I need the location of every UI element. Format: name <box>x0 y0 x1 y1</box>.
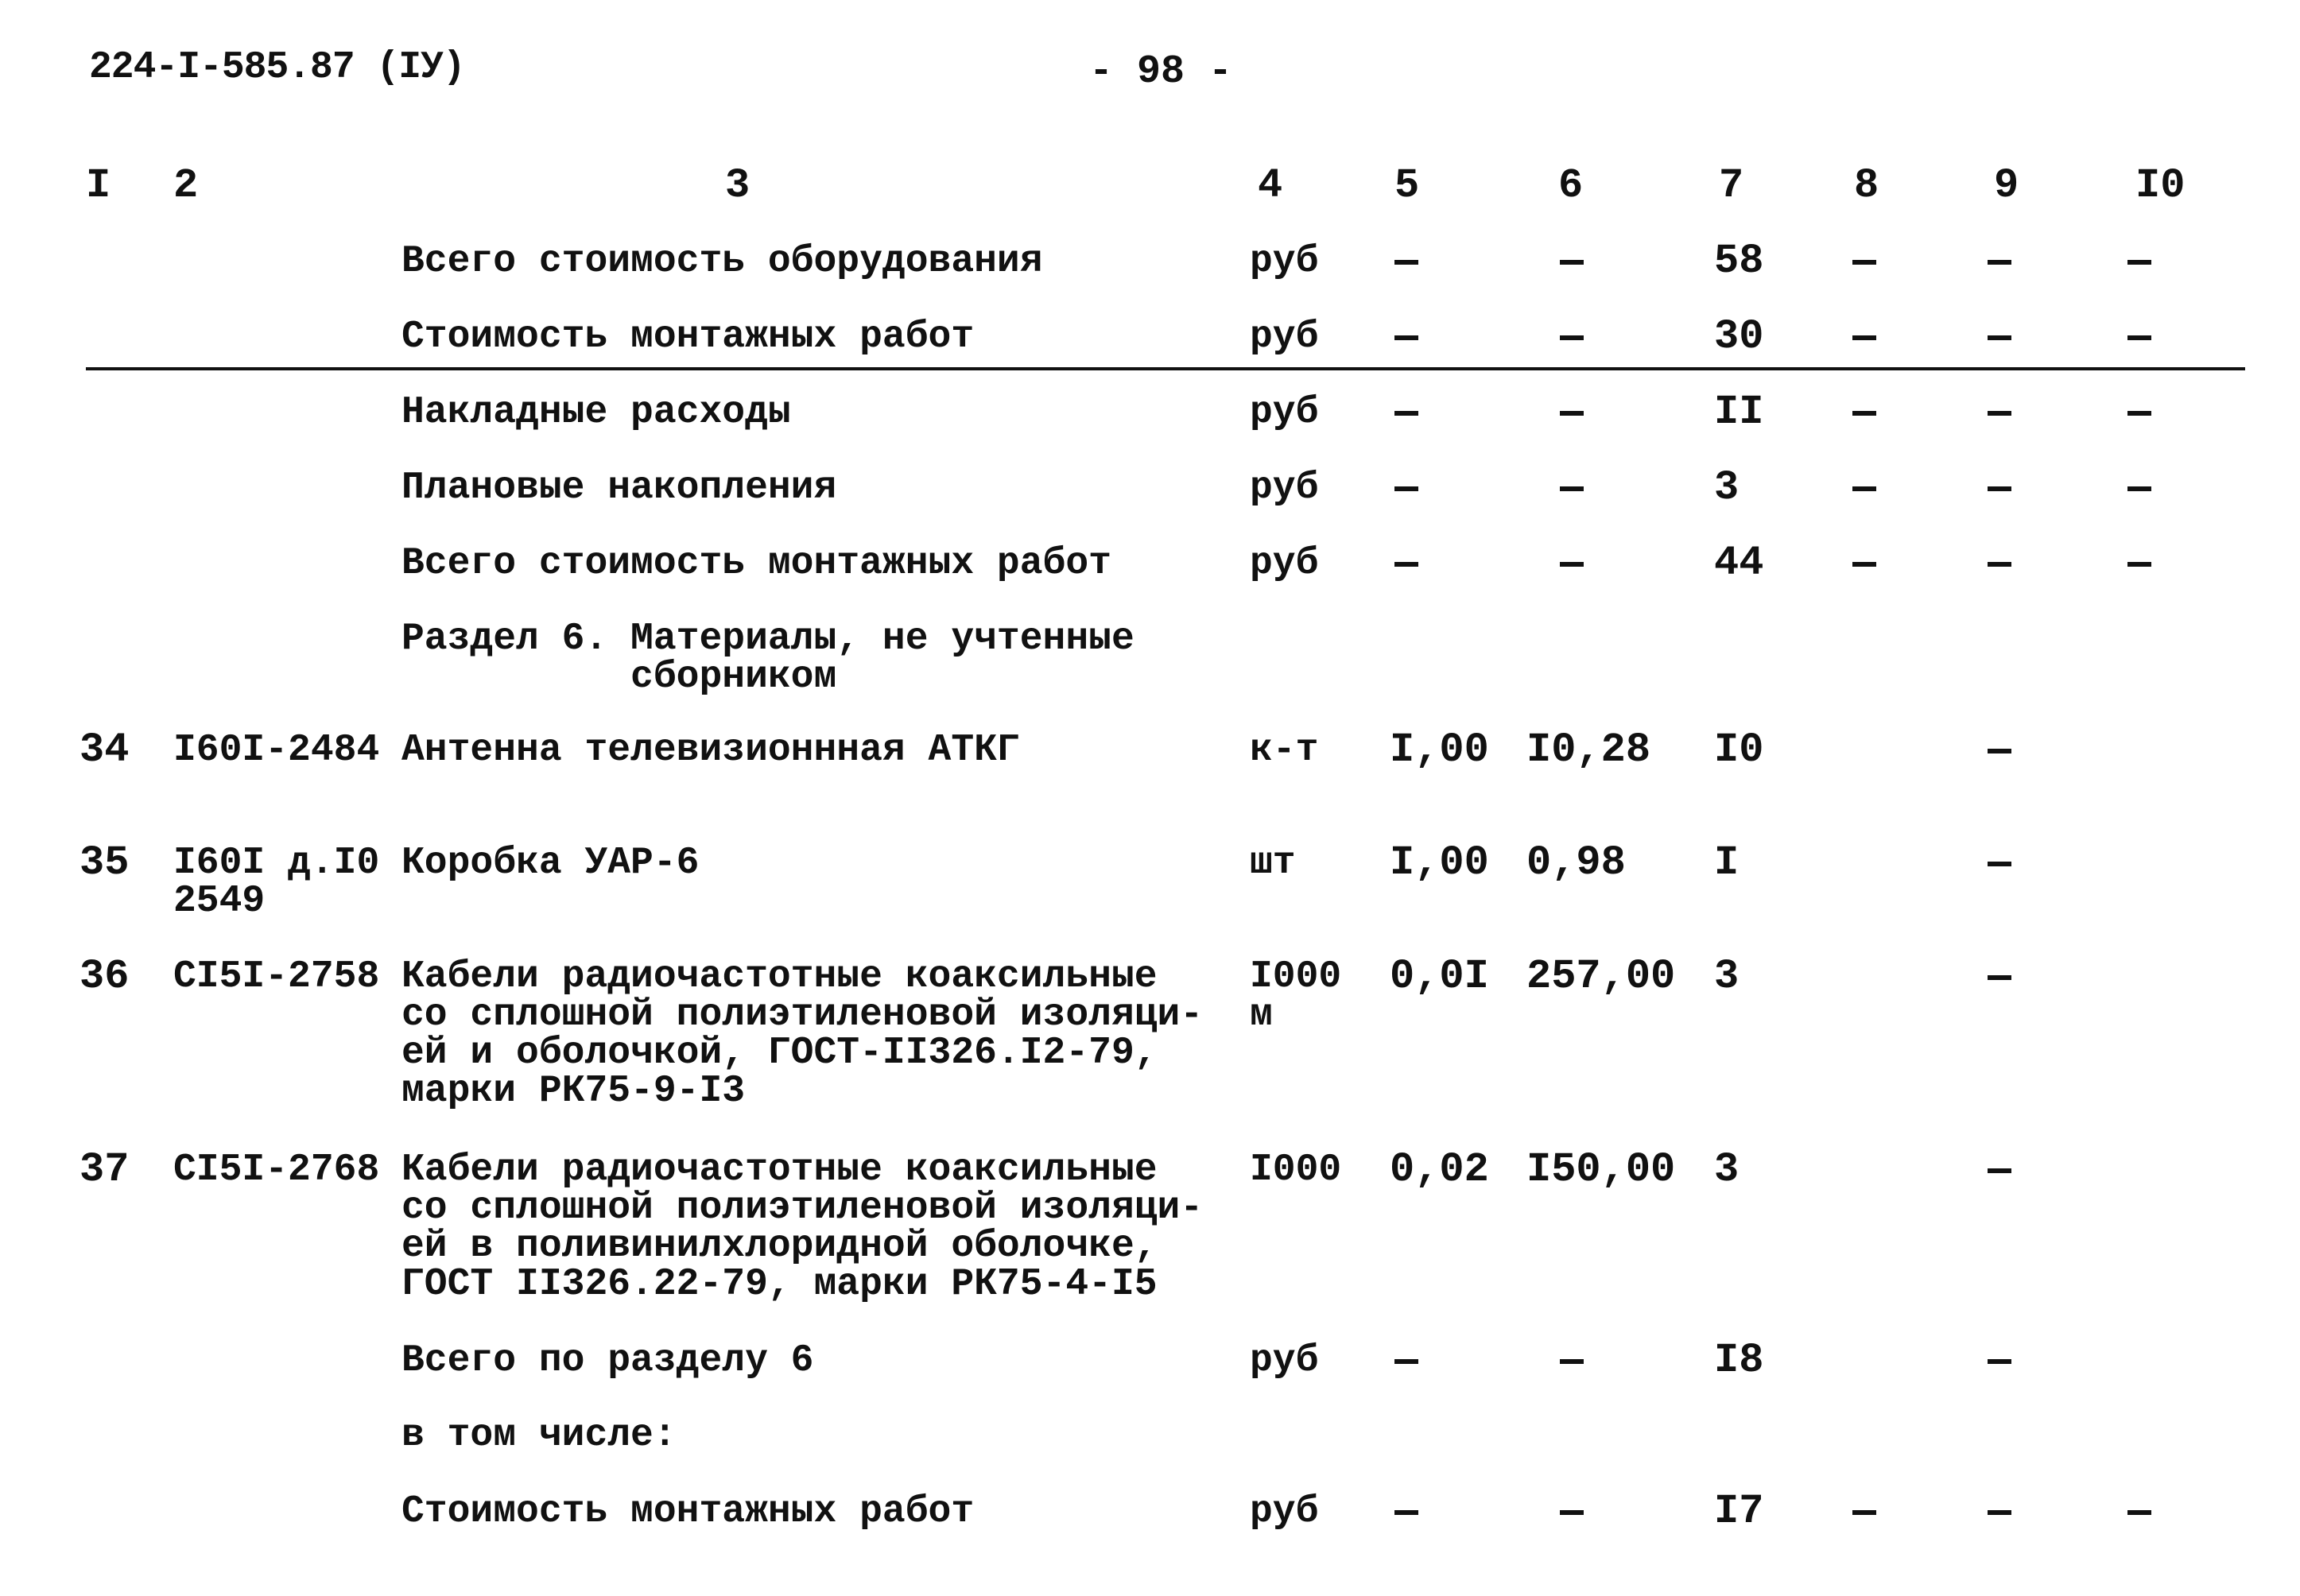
cell-price: 257,00 <box>1526 953 1676 1000</box>
dash-c9 <box>1988 1359 2011 1364</box>
dash-c9 <box>1988 1510 2011 1515</box>
dash-qty <box>1394 260 1418 265</box>
cell-name: Всего по разделу 6 <box>401 1339 814 1382</box>
dash-qty <box>1394 335 1418 340</box>
dash-c9 <box>1988 562 2011 567</box>
cell-qty: I,00 <box>1390 839 1489 886</box>
dash-price <box>1560 1359 1584 1364</box>
page-number: - 98 - <box>1089 49 1233 95</box>
cell-price: 0,98 <box>1526 839 1626 886</box>
cell-name: Стоимость монтажных работ <box>401 316 975 358</box>
cell-qty: I,00 <box>1390 726 1489 773</box>
cell-qty: 0,0I <box>1390 953 1489 1000</box>
cell-total: 3 <box>1714 1146 1740 1193</box>
ditto-mark-c10 <box>2121 1351 2194 1397</box>
cell-unit: руб <box>1250 542 1319 585</box>
ditto-mark-c8 <box>1846 854 1919 900</box>
dash-price <box>1560 562 1584 567</box>
column-header-row <box>0 159 2300 221</box>
header-rule <box>86 367 2245 370</box>
cell-total: 58 <box>1714 238 1764 285</box>
cell-total: II <box>1714 389 1764 436</box>
cell-unit: руб <box>1250 316 1319 358</box>
cell-total: I8 <box>1714 1337 1764 1384</box>
dash-c9 <box>1988 975 2011 980</box>
col-header-5: 5 <box>1394 162 1420 209</box>
dash-c9 <box>1988 862 2011 866</box>
cell-total: 3 <box>1714 464 1740 511</box>
cell-total: 44 <box>1714 540 1764 587</box>
dash-price <box>1560 1510 1584 1515</box>
cell-code: CI5I-2758 <box>173 955 380 998</box>
dash-c10 <box>2127 486 2151 491</box>
cell-unit: к-т <box>1250 729 1319 772</box>
cell-unit: руб <box>1250 391 1319 434</box>
dash-c8 <box>1852 335 1876 340</box>
cell-name: в том числе: <box>401 1414 677 1457</box>
ditto-mark-c8 <box>1846 1160 1919 1207</box>
cell-name: Всего стоимость монтажных работ <box>401 542 1111 585</box>
dash-c10 <box>2127 411 2151 416</box>
col-header-3: 3 <box>725 162 751 209</box>
cell-code: I60I-2484 <box>173 729 380 772</box>
dash-c9 <box>1988 1168 2011 1173</box>
cell-total: 3 <box>1714 953 1740 1000</box>
cell-name: Всего стоимость оборудования <box>401 240 1043 283</box>
dash-c8 <box>1852 562 1876 567</box>
dash-price <box>1560 486 1584 491</box>
dash-c10 <box>2127 562 2151 567</box>
cell-unit: I000 м <box>1250 955 1342 1036</box>
cell-name: Кабели радиочастотные коаксильные со сплошной полиэтиленовой изоляци- ей в поливинилхлоридной оболочке, ГОСТ II326.22-79, марки РК75-4-I5 <box>401 1149 1204 1306</box>
cell-unit: руб <box>1250 1490 1319 1533</box>
col-header-6: 6 <box>1558 162 1584 209</box>
cell-total: I <box>1714 839 1740 886</box>
dash-qty <box>1394 486 1418 491</box>
cell-unit: руб <box>1250 240 1319 283</box>
ditto-mark-c8 <box>1846 967 1919 1013</box>
cell-name: Антенна телевизионнная АТКГ <box>401 729 1020 772</box>
cell-name: Раздел 6. Материалы, не учтенные сборником <box>401 618 1134 699</box>
cell-code: CI5I-2768 <box>173 1149 380 1191</box>
cell-unit: шт <box>1250 842 1296 885</box>
cell-num: 34 <box>80 726 130 773</box>
cell-name: Накладные расходы <box>401 391 791 434</box>
dash-qty <box>1394 411 1418 416</box>
dash-price <box>1560 335 1584 340</box>
cell-price: I50,00 <box>1526 1146 1676 1193</box>
cell-price: I0,28 <box>1526 726 1651 773</box>
dash-c9 <box>1988 411 2011 416</box>
dash-c9 <box>1988 260 2011 265</box>
dash-qty <box>1394 1510 1418 1515</box>
cell-total: I0 <box>1714 726 1764 773</box>
document-code: 224-I-585.87 (IУ) <box>89 46 465 89</box>
cell-unit: руб <box>1250 1339 1319 1382</box>
dash-c10 <box>2127 335 2151 340</box>
cell-name: Коробка УАР-6 <box>401 842 700 885</box>
col-header-8: 8 <box>1854 162 1879 209</box>
cell-num: 36 <box>80 953 130 1000</box>
cell-unit: I000 <box>1250 1149 1342 1191</box>
col-header-7: 7 <box>1719 162 1744 209</box>
ditto-mark-c10 <box>2121 967 2194 1013</box>
col-header-1: I <box>86 162 111 209</box>
ditto-mark-c10 <box>2121 1160 2194 1207</box>
cell-num: 35 <box>80 839 130 886</box>
ditto-mark-c10 <box>2121 854 2194 900</box>
dash-c9 <box>1988 335 2011 340</box>
dash-c8 <box>1852 411 1876 416</box>
col-header-4: 4 <box>1258 162 1283 209</box>
col-header-10: I0 <box>2135 162 2186 209</box>
cell-code: I60I д.I0 2549 <box>173 842 380 923</box>
dash-c10 <box>2127 1510 2151 1515</box>
ditto-mark-c8 <box>1846 1351 1919 1397</box>
dash-c8 <box>1852 1510 1876 1515</box>
cell-qty: 0,02 <box>1390 1146 1489 1193</box>
col-header-2: 2 <box>173 162 199 209</box>
dash-price <box>1560 411 1584 416</box>
cell-name: Плановые накопления <box>401 467 837 509</box>
dash-qty <box>1394 562 1418 567</box>
col-header-9: 9 <box>1994 162 2019 209</box>
dash-c10 <box>2127 260 2151 265</box>
cell-total: 30 <box>1714 313 1764 360</box>
dash-c8 <box>1852 486 1876 491</box>
cell-num: 37 <box>80 1146 130 1193</box>
dash-c9 <box>1988 486 2011 491</box>
ditto-mark-c10 <box>2121 741 2194 787</box>
cell-unit: руб <box>1250 467 1319 509</box>
dash-qty <box>1394 1359 1418 1364</box>
dash-c8 <box>1852 260 1876 265</box>
cell-total: I7 <box>1714 1488 1764 1535</box>
dash-c9 <box>1988 749 2011 753</box>
cell-name: Кабели радиочастотные коаксильные со сплошной полиэтиленовой изоляци- ей и оболочкой, ГОСТ-II326.I2-79, марки РК75-9-I3 <box>401 955 1204 1113</box>
dash-price <box>1560 260 1584 265</box>
cell-name: Стоимость монтажных работ <box>401 1490 975 1533</box>
ditto-mark-c8 <box>1846 741 1919 787</box>
